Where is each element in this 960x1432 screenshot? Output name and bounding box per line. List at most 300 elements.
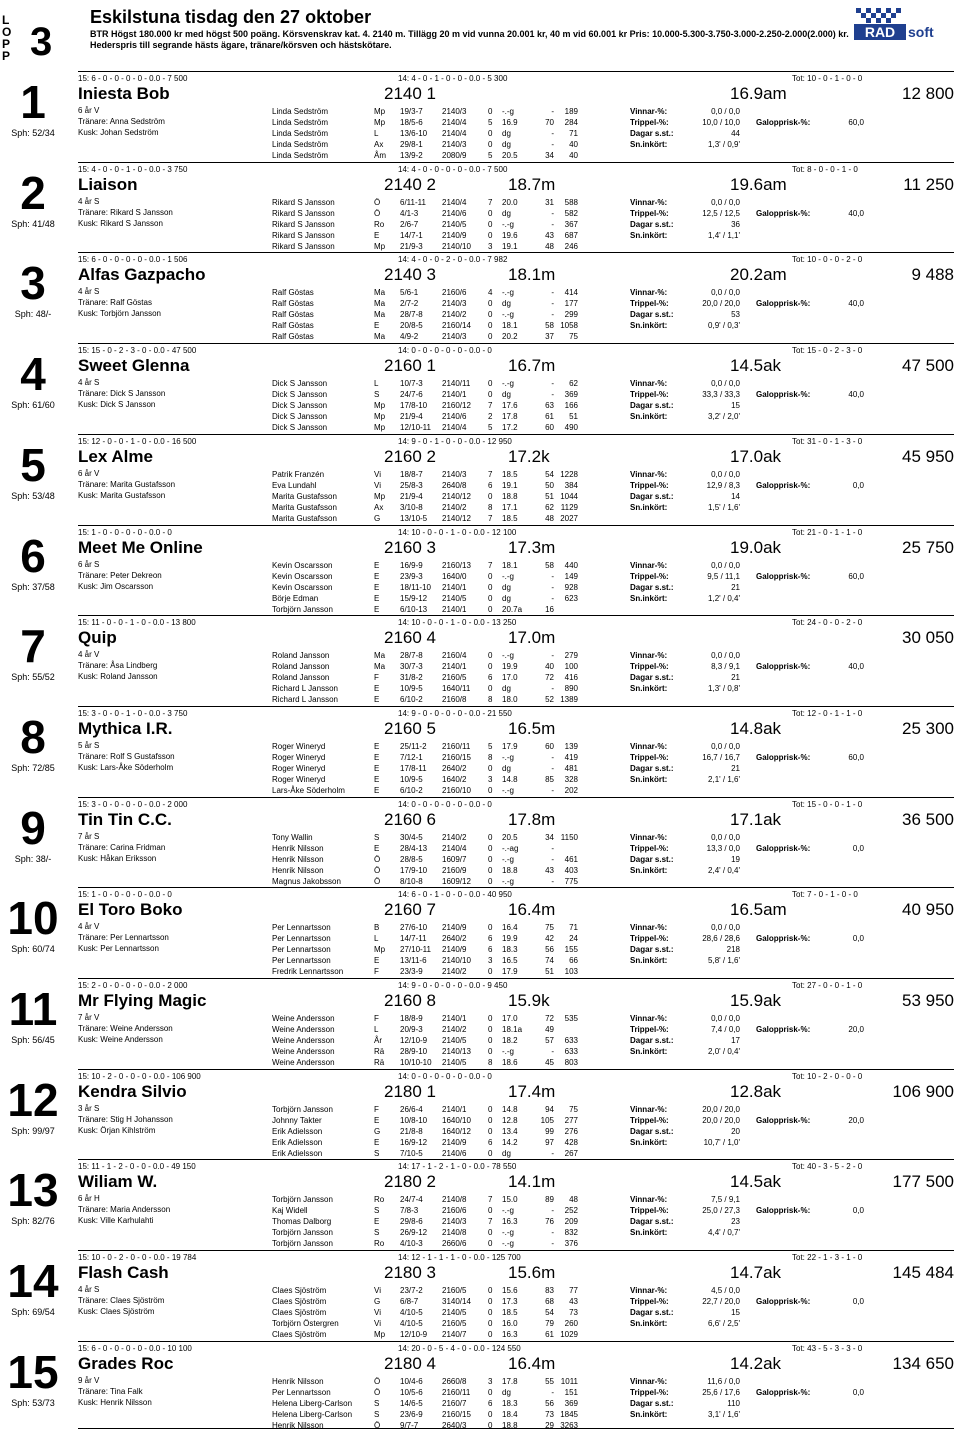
odds: - [551, 844, 554, 853]
trainer: Tränare: Anna Sedström [78, 117, 165, 126]
driver: Kevin Oscarsson [272, 561, 333, 570]
driver: Per Lennartsson [272, 923, 331, 932]
trio-pct: 20,0 / 20,0 [702, 1116, 740, 1125]
odds: 76 [545, 1217, 554, 1226]
prize: 202 [564, 786, 578, 795]
stat-label: Dagar s.st.: [630, 401, 674, 410]
speed-rating: Sph: 99/97 [11, 1126, 55, 1136]
date: 6/10-2 [400, 695, 423, 704]
km-time: 14.8 [502, 775, 518, 784]
placing: 5 [488, 151, 493, 160]
stat-label: Sn.inkört: [630, 1228, 668, 1237]
prize: 71 [569, 129, 578, 138]
track: S [374, 833, 380, 842]
prize: 1389 [560, 695, 578, 704]
placing: 0 [488, 1105, 493, 1114]
stats-2014: 14: 0 - 0 - 0 - 0 - 0 - 0.0 - 0 [398, 1072, 492, 1081]
placing: 0 [488, 390, 493, 399]
recent-starts-table [272, 922, 578, 977]
distance-post-position: 2160 1 [384, 356, 436, 375]
placing: 6 [488, 1399, 493, 1408]
driver: Dick S Jansson [272, 390, 328, 399]
distance-post: 2140/8 [442, 1228, 467, 1237]
km-time: 15.0 [502, 1195, 518, 1204]
placing: 0 [488, 220, 493, 229]
driver: Dick S Jansson [272, 412, 328, 421]
odds: 51 [545, 967, 554, 976]
distance-post: 2140/9 [442, 923, 467, 932]
start-row [272, 1420, 578, 1431]
days-since-start: 15 [731, 1308, 740, 1317]
start-row [272, 1024, 578, 1035]
odds: 45 [545, 1058, 554, 1067]
horse-name: Mr Flying Magic [78, 991, 207, 1010]
age-sex: 6 år S [78, 560, 100, 569]
start-row [272, 502, 578, 513]
km-time: -.-g [502, 1206, 514, 1215]
km-time: 18.0 [502, 695, 518, 704]
placing: 0 [488, 1047, 493, 1056]
trio-pct: 28,6 / 28,6 [702, 934, 740, 943]
odds: - [551, 855, 554, 864]
km-time: -.-g [502, 651, 514, 660]
trio-pct: 10,0 / 10,0 [702, 118, 740, 127]
horse-divider [78, 71, 954, 72]
km-time: 17.2 [502, 423, 518, 432]
prize: 588 [564, 198, 578, 207]
km-time: 18.3 [502, 1399, 518, 1408]
start-row [272, 1285, 578, 1296]
odds: - [551, 786, 554, 795]
placing: 0 [488, 107, 493, 116]
distance-post: 2140/2 [442, 967, 467, 976]
stat-label: Vinnar-%: [630, 1014, 668, 1023]
total-earnings: 106 900 [892, 1082, 954, 1101]
stats-total: Tot: 12 - 0 - 1 - 1 - 0 [792, 709, 863, 718]
prize: 428 [564, 1138, 578, 1147]
total-earnings: 45 950 [902, 447, 954, 466]
stat-label: Dagar s.st.: [630, 583, 674, 592]
km-time: 19.9 [502, 662, 518, 671]
stats-2014: 14: 9 - 0 - 0 - 0 - 0 - 0.0 - 21 550 [398, 709, 512, 718]
placing: 7 [488, 198, 493, 207]
odds: 97 [545, 1138, 554, 1147]
placing: 0 [488, 1388, 493, 1397]
avg-earnings: 2,0' / 0,4' [708, 1047, 740, 1056]
start-row [272, 1046, 578, 1057]
km-time: 18.1a [502, 1025, 523, 1034]
km-time: -.-g [502, 786, 514, 795]
distance-post: 2140/2 [442, 1025, 467, 1034]
track: G [374, 514, 381, 523]
prize: 43 [569, 1297, 578, 1306]
horse-divider [78, 434, 954, 435]
start-row [272, 378, 578, 389]
stat-label: Vinnar-%: [630, 742, 668, 751]
placing: 6 [488, 481, 493, 490]
track: Mp [374, 412, 386, 421]
track: Ax [374, 140, 384, 149]
km-time: -.-g [502, 753, 514, 762]
distance-post: 2160/11 [442, 742, 471, 751]
date: 21/8-8 [400, 1127, 423, 1136]
distance-post-position: 2140 2 [384, 175, 436, 194]
start-row [272, 661, 578, 672]
trainer: Tränare: Stig H Johansson [78, 1115, 173, 1124]
km-time: -.-g [502, 855, 514, 864]
start-row [272, 876, 578, 887]
stat-label: Vinnar-%: [630, 561, 668, 570]
prize: 149 [564, 572, 578, 581]
gallop-risk: 40,0 [848, 209, 864, 218]
horse-divider [78, 252, 954, 253]
odds: - [551, 209, 554, 218]
driver: Ralf Göstas [272, 332, 314, 341]
horse-entry [0, 252, 960, 342]
track: E [374, 583, 380, 592]
driver: Dick S Jansson [272, 401, 328, 410]
date: 16/9-9 [400, 561, 423, 570]
placing: 0 [488, 140, 493, 149]
odds: - [551, 129, 554, 138]
placing: 0 [488, 833, 493, 842]
distance-post: 2140/4 [442, 129, 467, 138]
horse-entry [0, 434, 960, 524]
track: E [374, 605, 380, 614]
stats-total: Tot: 10 - 0 - 1 - 0 - 0 [792, 74, 863, 83]
stat-label: Trippel-%: [630, 299, 669, 308]
date: 10/10-10 [400, 1058, 432, 1067]
start-row [272, 843, 578, 854]
trio-pct: 12,9 / 8,3 [706, 481, 740, 490]
stat-label: Trippel-%: [630, 662, 669, 671]
distance-post: 2660/6 [442, 1239, 467, 1248]
horse-name: Grades Roc [78, 1354, 174, 1373]
km-time: 17.9 [502, 742, 518, 751]
driver: Linda Sedström [272, 151, 329, 160]
placing: 0 [488, 786, 493, 795]
km-time: 16.4 [502, 923, 518, 932]
prize: 481 [564, 764, 578, 773]
stat-label: Galopprisk-%: [756, 844, 811, 853]
track: E [374, 1116, 380, 1125]
odds: 60 [545, 423, 554, 432]
recent-starts-table [272, 287, 578, 342]
driver: Torbjörn Jansson [272, 1105, 333, 1114]
horse-name: Flash Cash [78, 1263, 169, 1282]
driver: Claes Sjöström [272, 1308, 327, 1317]
stats-2014: 14: 20 - 0 - 5 - 4 - 0 - 0.0 - 124 550 [398, 1344, 521, 1353]
stat-label: Vinnar-%: [630, 923, 668, 932]
odds: 51 [545, 492, 554, 501]
start-row [272, 411, 578, 422]
prize: 633 [564, 1047, 578, 1056]
start-row [272, 230, 578, 241]
odds: 50 [545, 481, 554, 490]
speed-rating: Sph: 53/73 [11, 1398, 55, 1408]
trainer: Tränare: Åsa Lindberg [78, 661, 158, 670]
age-sex: 6 år V [78, 106, 100, 115]
prize: 803 [564, 1058, 578, 1067]
stat-label: Dagar s.st.: [630, 945, 674, 954]
track: År [374, 1036, 382, 1045]
horse-name: Liaison [78, 175, 138, 194]
km-time: 20.5 [502, 833, 518, 842]
driver: Marita Gustafsson [272, 492, 337, 501]
stats-total: Tot: 15 - 0 - 2 - 3 - 0 [792, 346, 863, 355]
avg-earnings: 3,1' / 1,6' [708, 1410, 740, 1419]
odds: 29 [545, 1421, 554, 1430]
date: 10/9-5 [400, 684, 423, 693]
start-row [272, 513, 578, 524]
start-number: 2 [20, 167, 46, 219]
placing: 0 [488, 651, 493, 660]
date: 21/9-4 [400, 492, 423, 501]
track: Ö [374, 1388, 381, 1397]
driver: Per Lennartsson [272, 934, 331, 943]
avg-earnings: 10,7' / 1,0' [703, 1138, 740, 1147]
trio-pct: 7,4 / 0,0 [711, 1025, 740, 1034]
age-sex: 6 år V [78, 469, 100, 478]
horse-meta [78, 377, 165, 410]
start-row [272, 604, 578, 615]
start-row [272, 241, 578, 252]
placing: 0 [488, 332, 493, 341]
placing: 0 [488, 684, 493, 693]
recent-starts-table [272, 741, 578, 796]
km-time: -.-g [502, 310, 514, 319]
stat-label: Galopprisk-%: [756, 1388, 811, 1397]
stat-label: Trippel-%: [630, 390, 669, 399]
date: 6/10-13 [400, 605, 428, 614]
stat-label: Galopprisk-%: [756, 299, 811, 308]
distance-post-position: 2160 6 [384, 810, 436, 829]
driver: Kevin Oscarsson [272, 583, 333, 592]
gallop-risk: 0,0 [852, 1388, 864, 1397]
odds: 61 [545, 1330, 554, 1339]
speed-rating: Sph: 82/76 [11, 1216, 55, 1226]
stat-label: Sn.inkört: [630, 1319, 668, 1328]
stats-total: Tot: 31 - 0 - 1 - 3 - 0 [792, 437, 863, 446]
prize: 139 [564, 742, 578, 751]
age-sex: 5 år S [78, 741, 100, 750]
track: Ro [374, 1239, 385, 1248]
stats-2014: 14: 0 - 0 - 0 - 0 - 0 - 0.0 - 0 [398, 800, 492, 809]
placing: 6 [488, 1138, 493, 1147]
track: L [374, 934, 379, 943]
distance-post: 2140/9 [442, 945, 467, 954]
placing: 0 [488, 1410, 493, 1419]
prize: 1228 [560, 470, 578, 479]
prize: 66 [569, 956, 578, 965]
driver: Linda Sedström [272, 129, 329, 138]
track: E [374, 1138, 380, 1147]
best-time: 15.9k [508, 991, 550, 1010]
stats-total: Tot: 40 - 3 - 5 - 2 - 0 [792, 1162, 863, 1171]
stat-label: Vinnar-%: [630, 198, 668, 207]
date: 2/7-2 [400, 299, 419, 308]
km-time: 17.9 [502, 967, 518, 976]
odds: 16 [545, 605, 554, 614]
odds: 105 [540, 1116, 554, 1125]
age-sex: 7 år S [78, 832, 100, 841]
placing: 4 [488, 288, 493, 297]
driver: Per Lennartsson [272, 956, 331, 965]
start-row [272, 469, 578, 480]
prize: 3263 [560, 1421, 578, 1430]
start-row [272, 287, 578, 298]
distance-post: 2160/13 [442, 561, 471, 570]
trio-pct: 33,3 / 33,3 [702, 390, 740, 399]
race-number: 3 [30, 20, 53, 64]
stat-label: Galopprisk-%: [756, 481, 811, 490]
horse-entry [0, 706, 960, 796]
prize: 1044 [560, 492, 578, 501]
km-time: 16.3 [502, 1330, 518, 1339]
track: Ö [374, 1421, 381, 1430]
odds: - [551, 379, 554, 388]
avg-earnings: 2,4' / 0,4' [708, 866, 740, 875]
speed-rating: Sph: 72/85 [11, 763, 55, 773]
stat-label: Sn.inkört: [630, 503, 668, 512]
track: Rä [374, 1058, 385, 1067]
start-row [272, 854, 578, 865]
start-row [272, 1137, 578, 1148]
horse-name: Quip [78, 628, 117, 647]
distance-post: 1640/12 [442, 1127, 471, 1136]
distance-post-position: 2140 1 [384, 84, 436, 103]
horse-name: Iniesta Bob [78, 84, 170, 103]
stat-label: Galopprisk-%: [756, 1206, 811, 1215]
km-time: dg [502, 764, 511, 773]
date: 18/5-6 [400, 118, 423, 127]
stats-2015: 15: 12 - 0 - 0 - 1 - 0 - 0.0 - 16 500 [78, 437, 197, 446]
placing: 3 [488, 242, 493, 251]
track: E [374, 844, 380, 853]
date: 10/4-6 [400, 1377, 423, 1386]
placing: 0 [488, 209, 493, 218]
stats-2014: 14: 6 - 0 - 1 - 0 - 0 - 0.0 - 40 950 [398, 890, 512, 899]
start-row [272, 785, 578, 796]
distance-post: 2080/9 [442, 151, 467, 160]
distance-post: 2140/2 [442, 310, 467, 319]
prize: 535 [564, 1014, 578, 1023]
stat-label: Sn.inkört: [630, 1138, 668, 1147]
track: F [374, 967, 379, 976]
trio-pct: 20,0 / 20,0 [702, 299, 740, 308]
date: 3/10-8 [400, 503, 423, 512]
horse-divider [78, 615, 954, 616]
stat-label: Trippel-%: [630, 1025, 669, 1034]
odds: - [551, 390, 554, 399]
stat-label: Dagar s.st.: [630, 1308, 674, 1317]
odds: - [551, 651, 554, 660]
start-row [272, 865, 578, 876]
track: L [374, 1025, 379, 1034]
placing: 8 [488, 695, 493, 704]
odds: - [551, 107, 554, 116]
start-row [272, 309, 578, 320]
speed-rating: Sph: 61/60 [11, 400, 55, 410]
best-time: 18.1m [508, 265, 556, 284]
stat-label: Vinnar-%: [630, 833, 668, 842]
distance-post: 2140/12 [442, 492, 471, 501]
start-row [272, 1398, 578, 1409]
odds: - [551, 1388, 554, 1397]
km-time: 15.6 [502, 1286, 518, 1295]
prize: 299 [564, 310, 578, 319]
horse-entry [0, 525, 960, 615]
days-since-start: 21 [731, 673, 740, 682]
km-time: 20.7a [502, 605, 523, 614]
track: Ma [374, 662, 386, 671]
trio-pct: 22,7 / 20,0 [702, 1297, 740, 1306]
start-row [272, 1329, 578, 1340]
odds: - [551, 1149, 554, 1158]
track: E [374, 684, 380, 693]
track: E [374, 775, 380, 784]
date: 20/8-5 [400, 321, 423, 330]
avg-earnings: 1,3' / 0,9' [708, 140, 740, 149]
km-time: 17.6 [502, 401, 518, 410]
best-time-auto: 14.2ak [730, 1354, 782, 1373]
date: 4/10-5 [400, 1308, 423, 1317]
start-row [272, 1013, 578, 1024]
date: 9/7-7 [400, 1421, 419, 1430]
distance-post: 1640/10 [442, 1116, 471, 1125]
driver: Erik Adielsson [272, 1138, 323, 1147]
prize: 100 [564, 662, 578, 671]
horse-divider [78, 1069, 954, 1070]
start-row [272, 1148, 578, 1159]
track: F [374, 673, 379, 682]
gallop-risk: 0,0 [852, 844, 864, 853]
win-pct: 0,0 / 0,0 [711, 379, 740, 388]
stats-2015: 15: 1 - 0 - 0 - 0 - 0 - 0.0 - 0 [78, 528, 172, 537]
horse-divider [78, 343, 954, 344]
driver: Erik Adielsson [272, 1127, 323, 1136]
driver: Rikard S Jansson [272, 231, 335, 240]
odds: 61 [545, 412, 554, 421]
stat-label: Trippel-%: [630, 572, 669, 581]
odds: 52 [545, 695, 554, 704]
km-time: 20.0 [502, 198, 518, 207]
odds: 58 [545, 561, 554, 570]
driver: Torbjörn Jansson [272, 605, 333, 614]
date: 4/10-5 [400, 1319, 423, 1328]
stat-label: Sn.inkört: [630, 775, 668, 784]
trio-pct: 9,5 / 11,1 [707, 572, 740, 581]
km-time: 17.3 [502, 1297, 518, 1306]
start-number: 8 [20, 711, 46, 763]
date: 24/7-6 [400, 390, 423, 399]
horse-meta [78, 1193, 170, 1226]
driver: Rikard S Jansson [272, 198, 335, 207]
driver: Marita Gustafsson [272, 514, 337, 523]
placing: 0 [488, 583, 493, 592]
prize: 277 [564, 1116, 578, 1125]
trio-pct: 12,5 / 12,5 [702, 209, 740, 218]
prize: 419 [564, 753, 578, 762]
trio-pct: 8,3 / 9,1 [711, 662, 740, 671]
trainer: Tränare: Rikard S Jansson [78, 208, 173, 217]
placing: 0 [488, 923, 493, 932]
track: E [374, 1217, 380, 1226]
track: E [374, 231, 380, 240]
days-since-start: 110 [727, 1399, 740, 1408]
win-pct: 0,0 / 0,0 [711, 1014, 740, 1023]
track: Ö [374, 198, 381, 207]
